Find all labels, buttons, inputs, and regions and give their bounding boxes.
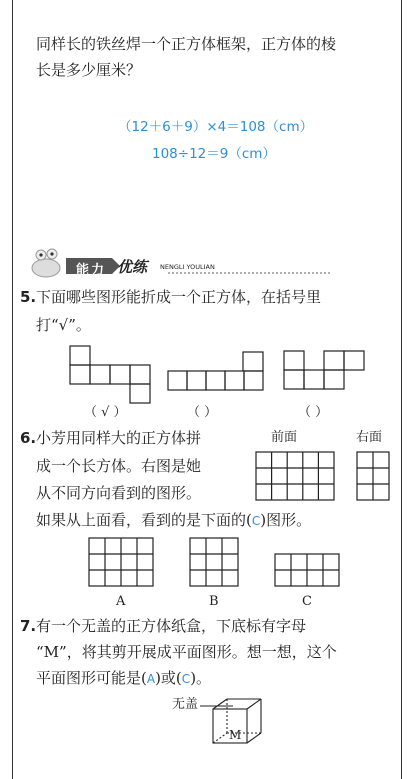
intro-line-1: 同样长的铁丝焊一个正方体框架，正方体的棱	[36, 35, 337, 53]
right-view-grid	[357, 452, 389, 500]
q6-line-1: 小芳用同样大的正方体拼	[36, 429, 202, 447]
q5-line-2: 打“√”。	[36, 316, 91, 334]
q6-answer: C	[251, 514, 261, 528]
right-margin-line	[401, 0, 402, 779]
solution-line-2: 108÷12＝9（cm）	[152, 146, 276, 162]
q7-number: 7.	[20, 617, 37, 635]
q6-line-4-pre: 如果从上面看，看到的是下面的(	[36, 511, 252, 529]
intro-line-2: 长是多少厘米？	[36, 61, 142, 79]
q6-line-4	[36, 513, 311, 529]
solution-line-1: （12＋6＋9）×4＝108（cm）	[118, 119, 314, 135]
front-view-grid	[256, 452, 334, 500]
q7-line-3-pre: 平面图形可能是(	[36, 669, 147, 687]
option-c-grid	[275, 554, 339, 586]
option-b-grid	[190, 538, 238, 586]
section-title-2: 优练	[117, 258, 148, 276]
section-subtitle: NENGLI YOULIAN	[160, 263, 215, 271]
q5-answer-c: （ ）	[298, 405, 329, 420]
option-b-label: B	[209, 594, 219, 609]
q7-line-2: “M”，将其剪开展成平面图形。想一想，这个	[36, 643, 337, 661]
q6-right-label: 右面	[356, 430, 383, 445]
option-a-grid	[89, 538, 153, 586]
q5-answer-a: （ √ ）	[84, 405, 127, 420]
q6-line-4-post: )图形。	[260, 511, 312, 529]
q7-line-3-post: )。	[190, 669, 212, 687]
mascot-icon	[14, 240, 334, 280]
net-a	[70, 346, 150, 403]
net-c	[284, 351, 364, 389]
q6-line-3: 从不同方向看到的图形。	[36, 484, 202, 502]
q6-front-label: 前面	[271, 430, 298, 445]
q5-answer-b: （ ）	[187, 405, 218, 420]
q6-line-2: 成一个长方体。右图是她	[36, 457, 202, 475]
option-c-label: C	[302, 594, 312, 609]
box-letter: M	[229, 728, 242, 742]
option-a-label: A	[116, 594, 126, 609]
q7-line-3	[36, 671, 211, 687]
net-b	[168, 352, 263, 390]
left-margin-line	[12, 0, 13, 779]
section-title: 能力	[76, 263, 107, 278]
q7-answer-2: C	[181, 672, 191, 686]
q7-line-1: 有一个无盖的正方体纸盒，下底标有字母	[36, 617, 307, 635]
q5-number: 5.	[20, 288, 37, 306]
q5-line-1: 下面哪些图形能折成一个正方体，在括号里	[36, 288, 322, 306]
q7-line-3-mid: )或(	[155, 669, 182, 687]
section-header	[14, 240, 334, 280]
box-label: 无盖	[172, 697, 199, 712]
q7-answer-1: A	[146, 672, 156, 686]
q6-number: 6.	[20, 429, 37, 447]
